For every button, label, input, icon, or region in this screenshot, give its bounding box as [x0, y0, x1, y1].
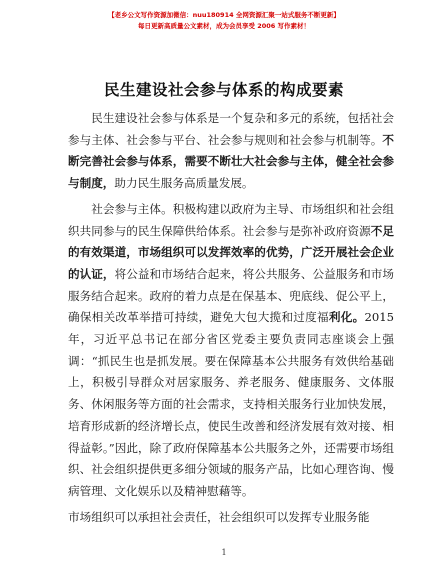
promo-line-2: 每日更新高质量公文素材，成为会员享受 2006 写作素材！: [137, 22, 311, 30]
paragraph-2-bold-a: 不足的有效渠道，市场组织可以发挥效率的优势，广泛开展社会企业的认证，: [68, 223, 394, 281]
paragraph-1-text-b: 助力民生服务高质量发展。: [114, 176, 254, 191]
promo-banner: [0, 10, 448, 32]
paragraph-2-text-c: 2015年，习近平总书记在部分省区党委主要负责同志座谈会上强调：“抓民生也是抓发展。要在保障基本公共服务有效供给基础上，积极引导群众对居家服务、养老服务、健康服务、文体服务、休闲服务等方面的社会需求，支持相关服务行业加快发展，培育形成新的经济增长点，使民生改善和经济发展有效对接、相得益彰。”因此，除了政府保障基本公共服务之外，还需要市场组织、社会组织提供更多细分领域的服务产品，比如心理咨询、慢病管理、文化娱乐以及精神慰藉等。: [68, 310, 394, 498]
paragraph-2-text-b: 将公益和市场结合起来，将公共服务、公益服务和市场服务结合起来。政府的着力点是在保基本、兜底线、促公平上，确保相关改革举措可持续，避免大包大揽和过度福: [68, 266, 394, 325]
paragraph-2: [68, 199, 394, 503]
paragraph-1-bold: 不断完善社会参与体系，需要不断壮大社会参与主体，健全社会参与制度，: [68, 132, 394, 191]
promo-line-1: 【老乡公文写作资源加微信：nuu180914 全网资源汇聚一站式服务不断更新】: [108, 11, 340, 19]
paragraph-3: 市场组织可以承担社会责任，社会组织可以发挥专业服务能: [68, 509, 370, 524]
page-number: 1: [221, 548, 227, 557]
document-title: 民生建设社会参与体系的构成要素: [103, 81, 344, 99]
paragraph-2-text-a: 社会参与主体。积极构建以政府为主导、市场组织和社会组织共同参与的民生保障供给体系。社会参与是弥补政府资源: [68, 201, 394, 238]
paragraph-1-text-a: 民生建设社会参与体系是一个复杂和多元的系统，包括社会参与主体、社会参与平台、社会参与规则和社会参与机制等。: [68, 111, 394, 147]
document-body: [68, 108, 394, 528]
paragraph-1: [68, 108, 394, 195]
paragraph-2-bold-b: 利化。: [328, 310, 365, 325]
